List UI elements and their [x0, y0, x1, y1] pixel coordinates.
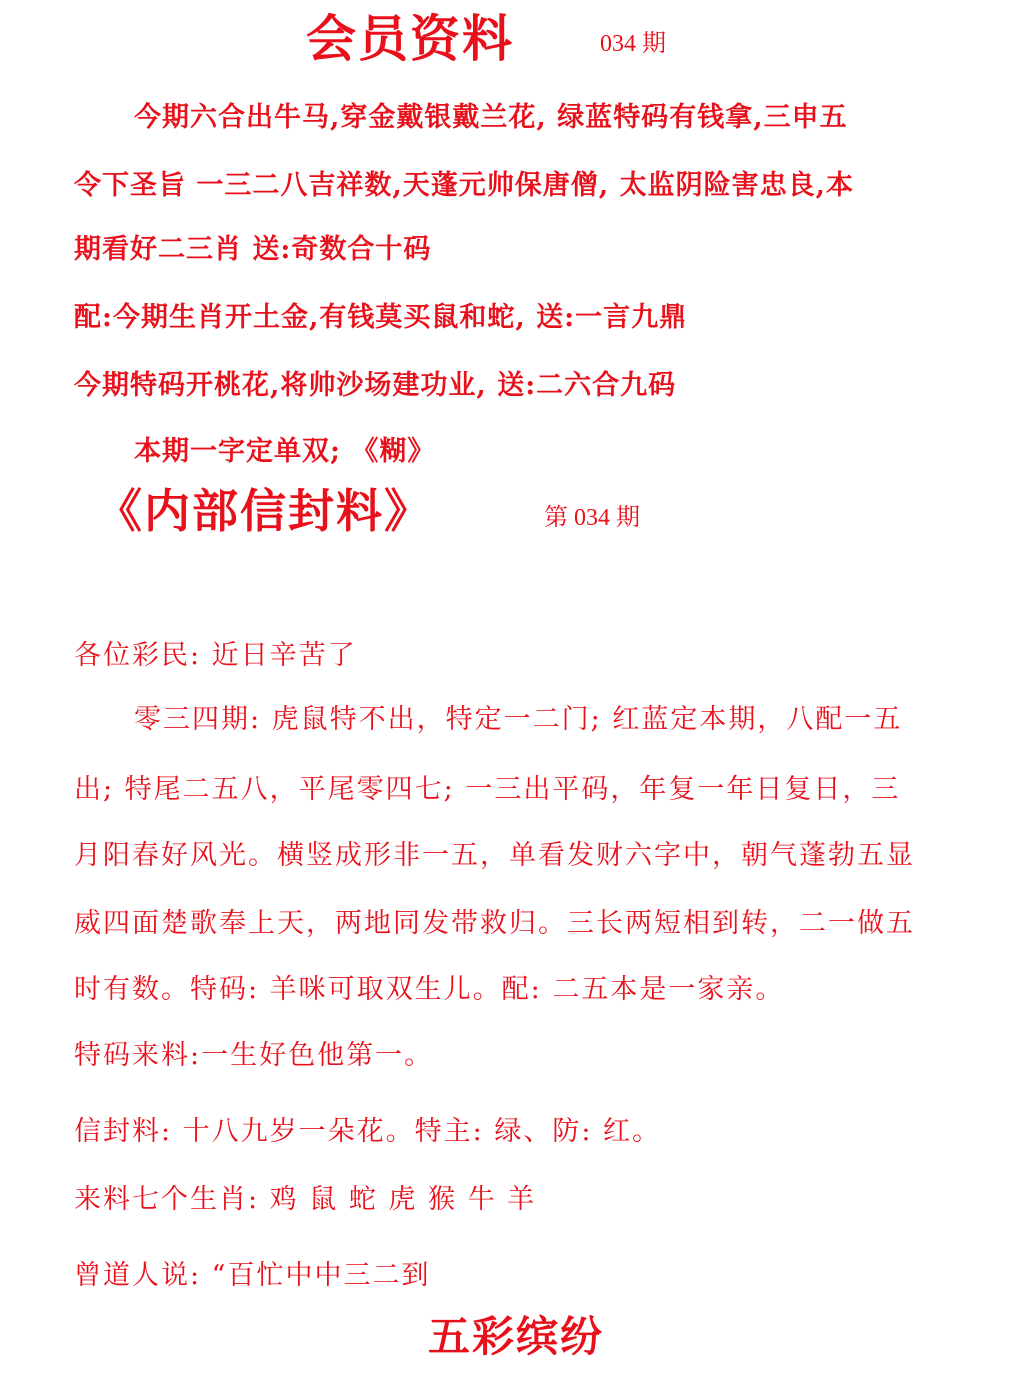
section1-issue: 034 期 — [600, 31, 666, 57]
section2-item-3: 来料七个生肖: 鸡 鼠 蛇 虎 猴 牛 羊 — [74, 1184, 537, 1215]
footer-title: 五彩缤纷 — [428, 1312, 605, 1361]
section1-line-3: 期看好二三肖 送:奇数合十码 — [74, 234, 432, 265]
section1-title: 会员资料 — [306, 10, 514, 68]
section1-line-6: 本期一字定单双; 《糊》 — [134, 436, 436, 467]
section2-item-2: 信封料: 十八九岁一朵花。特主: 绿、防: 红。 — [74, 1116, 662, 1147]
section2-paragraph-line-4: 威四面楚歌奉上天，两地同发带救归。三长两短相到转，二一做五 — [74, 908, 915, 939]
section2-title: 《内部信封料》 — [96, 484, 432, 538]
section1-line-1: 今期六合出牛马,穿金戴银戴兰花, 绿蓝特码有钱拿,三申五 — [134, 102, 848, 133]
section1-line-2: 令下圣旨 一三二八吉祥数,天蓬元帅保唐僧, 太监阴险害忠良,本 — [74, 170, 854, 201]
section2-issue: 第 034 期 — [544, 505, 640, 531]
section2-paragraph-line-5: 时有数。特码: 羊咪可取双生儿。配: 二五本是一家亲。 — [74, 974, 785, 1005]
section2-greeting: 各位彩民: 近日辛苦了 — [74, 640, 357, 671]
section2-item-1: 特码来料:一生好色他第一。 — [74, 1040, 434, 1071]
section1-line-5: 今期特码开桃花,将帅沙场建功业, 送:二六合九码 — [74, 370, 677, 401]
section1-line-4: 配:今期生肖开土金,有钱莫买鼠和蛇, 送:一言九鼎 — [74, 302, 688, 333]
section2-paragraph-line-2: 出; 特尾二五八，平尾零四七; 一三出平码，年复一年日复日，三 — [74, 774, 901, 805]
section2-paragraph-line-1: 零三四期: 虎鼠特不出，特定一二门; 红蓝定本期，八配一五 — [134, 704, 903, 735]
section2-item-4: 曾道人说: “百忙中中三二到 — [74, 1260, 431, 1291]
section2-paragraph-line-3: 月阳春好风光。横竖成形非一五，单看发财六字中，朝气蓬勃五显 — [74, 840, 915, 871]
